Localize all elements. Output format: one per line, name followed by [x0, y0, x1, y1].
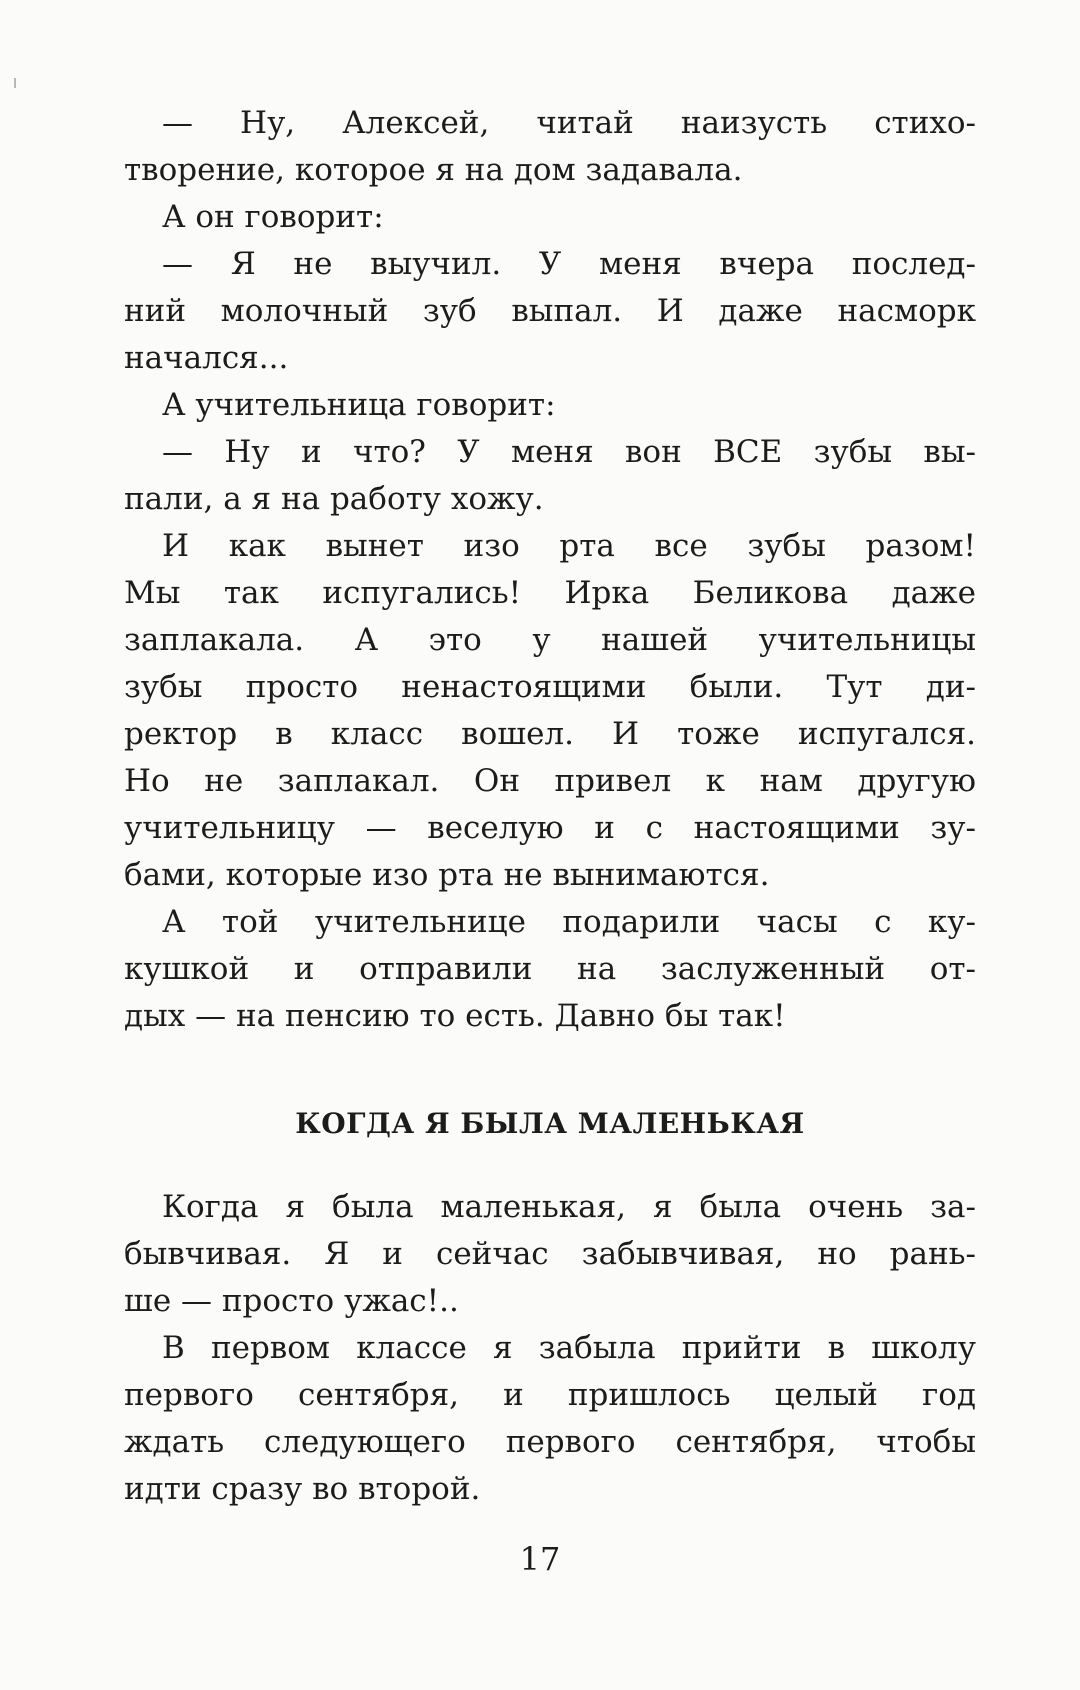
text-line: дых — на пенсию то есть. Давно бы так! — [124, 998, 786, 1034]
paragraph — [124, 382, 976, 429]
text-line: пали, а я на работу хожу. — [124, 481, 544, 517]
paragraph — [124, 1184, 976, 1325]
text-line: — Ну, Алексей, читай наизусть стихо- — [162, 105, 976, 141]
text-line: Когда я была маленькая, я была очень за- — [162, 1189, 976, 1225]
text-line: — Я не выучил. У меня вчера послед- — [162, 246, 976, 282]
text-line: А учительница говорит: — [162, 387, 556, 423]
paragraph — [124, 100, 976, 194]
text-line: кушкой и отправили на заслуженный от- — [124, 951, 976, 987]
text-line: Но не заплакал. Он привел к нам другую — [124, 763, 976, 799]
scan-edge-mark — [14, 78, 16, 88]
paragraph — [124, 241, 976, 382]
text-line: зубы просто ненастоящими были. Тут ди- — [124, 669, 976, 705]
text-line: ждать следующего первого сентября, чтобы — [124, 1424, 976, 1460]
text-line: ний молочный зуб выпал. И даже насморк — [124, 293, 976, 329]
text-line: заплакала. А это у нашей учительницы — [124, 622, 976, 658]
text-line: ректор в класс вошел. И тоже испугался. — [124, 716, 976, 752]
text-line: идти сразу во второй. — [124, 1471, 481, 1507]
page-number: 17 — [519, 1540, 561, 1578]
story-text-top — [124, 100, 976, 1040]
paragraph — [124, 194, 976, 241]
text-line: И как вынет изо рта все зубы разом! — [162, 528, 976, 564]
text-line: ше — просто ужас!.. — [124, 1283, 459, 1319]
text-line: Мы так испугались! Ирка Беликова даже — [124, 575, 976, 611]
text-line: А он говорит: — [162, 199, 384, 235]
text-line: — Ну и что? У меня вон ВСЕ зубы вы- — [162, 434, 976, 470]
text-line: бами, которые изо рта не вынимаются. — [124, 857, 770, 893]
paragraph — [124, 1325, 976, 1513]
paragraph — [124, 429, 976, 523]
text-line: бывчивая. Я и сейчас забывчивая, но рань- — [124, 1236, 976, 1272]
text-line: В первом классе я забыла прийти в школу — [162, 1330, 976, 1366]
section-heading: КОГДА Я БЫЛА МАЛЕНЬКАЯ — [295, 1107, 805, 1140]
paragraph — [124, 523, 976, 899]
paragraph — [124, 899, 976, 1040]
text-line: творение, которое я на дом задавала. — [124, 152, 743, 188]
text-line: первого сентября, и пришлось целый год — [124, 1377, 976, 1413]
story-text-bottom — [124, 1184, 976, 1513]
text-line: начался... — [124, 340, 289, 376]
text-line: А той учительнице подарили часы с ку- — [162, 904, 976, 940]
text-line: учительницу — веселую и с настоящими зу- — [124, 810, 976, 846]
